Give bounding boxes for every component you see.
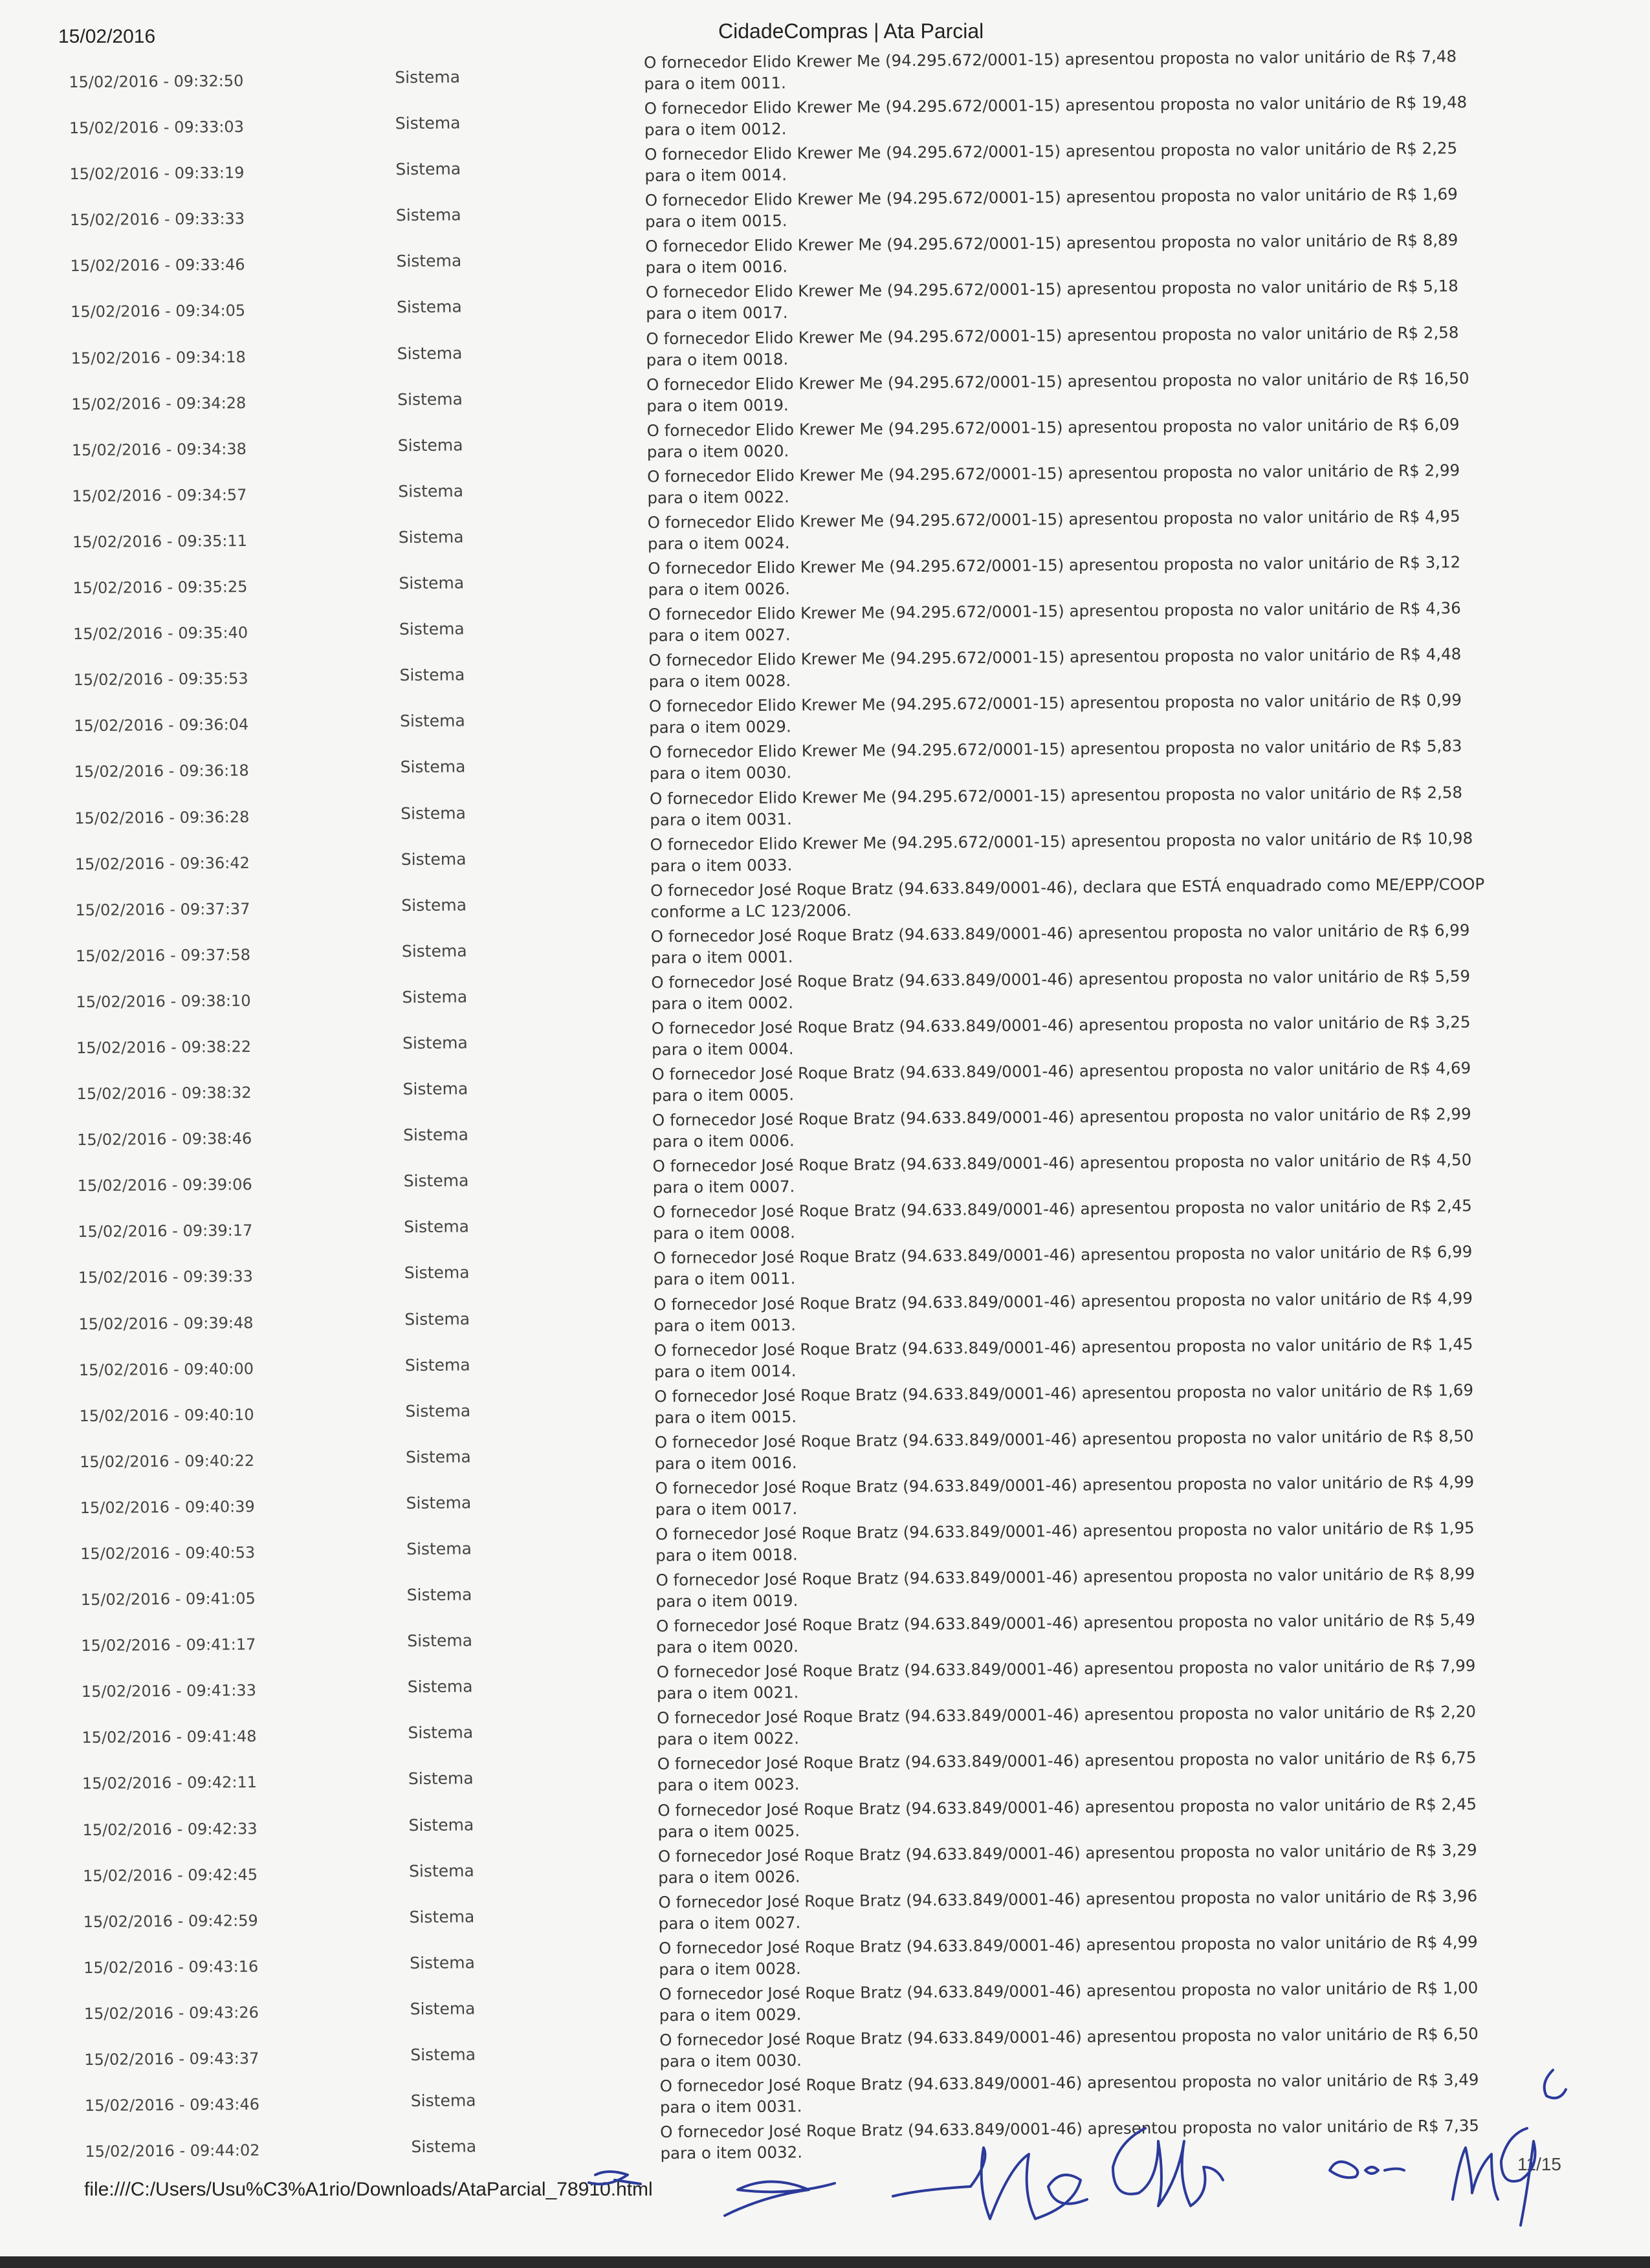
entry-timestamp: 15/02/2016 - 09:38:46 [77, 1129, 252, 1150]
entry-message-line-2: para o item 0027. [648, 625, 791, 646]
entry-message [660, 2068, 1566, 2118]
entry-author: Sistema [401, 895, 467, 915]
entry-message [652, 1102, 1558, 1152]
entry-timestamp: 15/02/2016 - 09:40:22 [79, 1451, 255, 1471]
entry-message-line-1: O fornecedor José Roque Bratz (94.633.849/0001-46) apresentou proposta no valor unitário de R$ 3,25 [651, 1012, 1471, 1038]
entry-author: Sistema [395, 67, 461, 87]
entry-message-line-2: para o item 0021. [656, 1683, 799, 1703]
entry-author: Sistema [398, 527, 464, 547]
entry-message-line-2: para o item 0001. [650, 947, 793, 967]
entry-timestamp: 15/02/2016 - 09:40:00 [78, 1359, 254, 1379]
entry-timestamp: 15/02/2016 - 09:35:40 [72, 624, 248, 644]
entry-timestamp: 15/02/2016 - 09:41:33 [81, 1681, 257, 1701]
entry-timestamp: 15/02/2016 - 09:42:45 [82, 1865, 258, 1885]
entry-message-line-2: para o item 0030. [649, 763, 792, 783]
entry-message-line-2: para o item 0017. [646, 303, 788, 323]
entry-message-line-2: para o item 0024. [647, 533, 790, 554]
entry-message-line-2: para o item 0015. [654, 1407, 797, 1427]
entry-message-line-2: para o item 0011. [653, 1269, 796, 1289]
entry-author: Sistema [399, 711, 465, 731]
entry-message [646, 367, 1552, 417]
entry-message [644, 136, 1550, 186]
entry-message-line-1: O fornecedor José Roque Bratz (94.633.849/0001-46) apresentou proposta no valor unitário de R$ 4,50 [652, 1150, 1472, 1176]
entry-message [655, 1516, 1561, 1566]
entry-message [646, 413, 1552, 463]
entry-message [648, 551, 1554, 600]
entry-message-line-2: para o item 0020. [656, 1637, 798, 1657]
entry-message [656, 1608, 1562, 1658]
entry-timestamp: 15/02/2016 - 09:33:46 [70, 256, 245, 276]
entry-message-line-1: O fornecedor José Roque Bratz (94.633.849/0001-46) apresentou proposta no valor unitário de R$ 8,50 [654, 1426, 1474, 1452]
entry-message-line-1: O fornecedor José Roque Bratz (94.633.849/0001-46) apresentou proposta no valor unitário de R$ 8,99 [655, 1564, 1475, 1590]
entry-message-line-1: O fornecedor Elido Krewer Me (94.295.672/0001-15) apresentou proposta no valor unitário de R$ 5,18 [645, 276, 1458, 302]
entry-author: Sistema [397, 343, 463, 363]
entry-author: Sistema [404, 1217, 470, 1237]
entry-author: Sistema [404, 1309, 470, 1329]
entry-message-line-1: O fornecedor José Roque Bratz (94.633.849/0001-46) apresentou proposta no valor unitário de R$ 5,59 [651, 966, 1471, 992]
entry-author: Sistema [411, 2137, 477, 2157]
signature-5 [1330, 2162, 1404, 2178]
entry-author: Sistema [396, 251, 462, 271]
entry-message-line-2: para o item 0012. [644, 119, 787, 140]
entry-author: Sistema [396, 297, 462, 317]
entry-message-line-1: O fornecedor José Roque Bratz (94.633.849/0001-46), declara que ESTÁ enquadrado como ME/EPP/COOP [650, 874, 1485, 900]
entry-author: Sistema [408, 1769, 474, 1789]
entry-author: Sistema [401, 941, 467, 961]
entry-message-line-1: O fornecedor José Roque Bratz (94.633.849/0001-46) apresentou proposta no valor unitário de R$ 4,99 [655, 1472, 1475, 1498]
entry-message [649, 688, 1555, 738]
signature-2 [725, 2182, 835, 2216]
entry-message [659, 2022, 1565, 2072]
entry-timestamp: 15/02/2016 - 09:43:26 [83, 2003, 259, 2023]
entry-message [650, 781, 1556, 831]
entry-timestamp: 15/02/2016 - 09:40:53 [80, 1543, 256, 1564]
entry-author: Sistema [407, 1677, 473, 1697]
entry-message-line-2: para o item 0032. [660, 2143, 803, 2163]
entry-message [652, 1010, 1557, 1060]
entry-timestamp: 15/02/2016 - 09:34:38 [71, 439, 247, 459]
entry-timestamp: 15/02/2016 - 09:36:04 [74, 715, 249, 736]
entry-message-line-2: para o item 0011. [644, 73, 786, 94]
entry-message-line-1: O fornecedor José Roque Bratz (94.633.849/0001-46) apresentou proposta no valor unitário de R$ 2,45 [652, 1196, 1472, 1222]
entry-author: Sistema [401, 803, 467, 823]
entry-message [648, 505, 1554, 554]
entry-message-line-2: para o item 0002. [651, 993, 794, 1014]
entry-message-line-1: O fornecedor José Roque Bratz (94.633.849/0001-46) apresentou proposta no valor unitário de R$ 3,49 [659, 2070, 1479, 2096]
entry-message-line-2: para o item 0026. [658, 1867, 800, 1887]
entry-author: Sistema [410, 1999, 476, 2019]
entry-timestamp: 15/02/2016 - 09:38:22 [76, 1037, 252, 1058]
entry-timestamp: 15/02/2016 - 09:37:58 [75, 945, 251, 965]
entry-message [648, 642, 1554, 692]
entry-timestamp: 15/02/2016 - 09:35:25 [72, 578, 248, 598]
entry-message [653, 1194, 1559, 1244]
entry-timestamp: 15/02/2016 - 09:44:02 [85, 2141, 260, 2161]
entry-message-line-1: O fornecedor José Roque Bratz (94.633.849/0001-46) apresentou proposta no valor unitário de R$ 6,99 [650, 920, 1470, 946]
entry-message-line-1: O fornecedor Elido Krewer Me (94.295.672/0001-15) apresentou proposta no valor unitário de R$ 2,25 [644, 138, 1458, 164]
entry-message [652, 1056, 1557, 1106]
entry-author: Sistema [400, 757, 466, 777]
header-title: CidadeCompras | Ata Parcial [718, 19, 984, 43]
entry-author: Sistema [398, 481, 464, 501]
entry-message [649, 735, 1555, 785]
entry-message-line-2: conforme a LC 123/2006. [650, 900, 852, 921]
entry-message-line-1: O fornecedor Elido Krewer Me (94.295.672/0001-15) apresentou proposta no valor unitário de R$ 16,50 [646, 368, 1469, 394]
entry-message-line-1: O fornecedor José Roque Bratz (94.633.849/0001-46) apresentou proposta no valor unitário de R$ 7,35 [660, 2116, 1480, 2142]
entry-author: Sistema [395, 205, 461, 225]
entry-author: Sistema [408, 1815, 474, 1835]
entry-author: Sistema [402, 987, 468, 1007]
entry-message-line-1: O fornecedor José Roque Bratz (94.633.849/0001-46) apresentou proposta no valor unitário de R$ 1,95 [655, 1518, 1475, 1544]
entry-message [654, 1287, 1559, 1336]
entry-message-line-1: O fornecedor Elido Krewer Me (94.295.672/0001-15) apresentou proposta no valor unitário de R$ 19,48 [644, 93, 1468, 118]
entry-author: Sistema [405, 1447, 471, 1467]
entry-message-line-2: para o item 0031. [650, 809, 792, 829]
entry-timestamp: 15/02/2016 - 09:34:57 [72, 485, 247, 505]
entry-timestamp: 15/02/2016 - 09:41:05 [80, 1589, 256, 1609]
entry-message-line-2: para o item 0018. [646, 349, 789, 369]
entry-message [659, 1930, 1565, 1980]
entry-author: Sistema [399, 665, 465, 685]
entry-timestamp: 15/02/2016 - 09:35:53 [73, 670, 248, 690]
entry-message-line-2: para o item 0033. [650, 855, 793, 875]
entry-timestamp: 15/02/2016 - 09:40:39 [80, 1497, 255, 1518]
entry-message-line-1: O fornecedor José Roque Bratz (94.633.849/0001-46) apresentou proposta no valor unitário de R$ 3,96 [658, 1886, 1478, 1912]
entry-author: Sistema [402, 1079, 468, 1099]
entry-author: Sistema [408, 1723, 474, 1743]
entry-author: Sistema [410, 1953, 475, 1972]
entry-timestamp: 15/02/2016 - 09:43:16 [83, 1957, 259, 1977]
entry-timestamp: 15/02/2016 - 09:41:17 [81, 1635, 256, 1655]
entry-message [647, 459, 1553, 508]
entry-message-line-2: para o item 0007. [652, 1177, 795, 1197]
page-number: 11/15 [1517, 2154, 1561, 2174]
entry-message [648, 596, 1554, 646]
entry-timestamp: 15/02/2016 - 09:40:10 [79, 1405, 254, 1425]
entry-message [657, 1747, 1563, 1796]
entry-timestamp: 15/02/2016 - 09:39:33 [78, 1267, 253, 1287]
entry-timestamp: 15/02/2016 - 09:33:19 [69, 164, 245, 184]
entry-author: Sistema [406, 1585, 472, 1605]
entry-message-line-1: O fornecedor José Roque Bratz (94.633.849/0001-46) apresentou proposta no valor unitário de R$ 4,69 [652, 1058, 1471, 1084]
entry-author: Sistema [404, 1355, 470, 1375]
entry-timestamp: 15/02/2016 - 09:42:59 [83, 1911, 258, 1931]
entry-message [654, 1241, 1559, 1291]
entry-message [657, 1793, 1563, 1842]
entry-author: Sistema [406, 1539, 472, 1559]
entry-timestamp: 15/02/2016 - 09:34:05 [71, 301, 246, 322]
entry-message-line-2: para o item 0013. [654, 1314, 797, 1335]
entry-author: Sistema [395, 159, 461, 179]
entry-message-line-1: O fornecedor José Roque Bratz (94.633.849/0001-46) apresentou proposta no valor unitário de R$ 2,45 [657, 1794, 1477, 1820]
entry-timestamp: 15/02/2016 - 09:42:33 [82, 1819, 258, 1839]
entry-message-line-2: para o item 0019. [646, 395, 789, 415]
entry-message-line-1: O fornecedor José Roque Bratz (94.633.849/0001-46) apresentou proposta no valor unitário de R$ 6,75 [657, 1748, 1477, 1774]
entry-message-line-1: O fornecedor Elido Krewer Me (94.295.672/0001-15) apresentou proposta no valor unitário de R$ 2,58 [646, 322, 1459, 348]
entry-author: Sistema [409, 1907, 475, 1926]
entry-message-line-2: para o item 0022. [657, 1728, 800, 1749]
entry-author: Sistema [399, 619, 465, 639]
entry-timestamp: 15/02/2016 - 09:42:11 [82, 1773, 258, 1793]
entry-timestamp: 15/02/2016 - 09:34:28 [71, 393, 247, 413]
entry-message-line-2: para o item 0018. [655, 1545, 798, 1565]
entry-message-line-1: O fornecedor Elido Krewer Me (94.295.672/0001-15) apresentou proposta no valor unitário de R$ 0,99 [648, 690, 1462, 716]
entry-message-line-1: O fornecedor Elido Krewer Me (94.295.672/0001-15) apresentou proposta no valor unitário de R$ 4,95 [647, 507, 1460, 532]
entry-timestamp: 15/02/2016 - 09:36:28 [74, 807, 250, 827]
entry-message-line-1: O fornecedor José Roque Bratz (94.633.849/0001-46) apresentou proposta no valor unitário de R$ 3,29 [657, 1840, 1477, 1866]
entry-timestamp: 15/02/2016 - 09:36:42 [74, 853, 250, 873]
entry-message-line-1: O fornecedor José Roque Bratz (94.633.849/0001-46) apresentou proposta no valor unitário de R$ 2,20 [657, 1702, 1477, 1728]
entry-message [659, 1976, 1565, 2026]
entry-timestamp: 15/02/2016 - 09:39:17 [78, 1221, 253, 1241]
entry-message-line-2: para o item 0014. [644, 165, 787, 186]
entry-message [658, 1838, 1564, 1888]
header-date: 15/02/2016 [58, 26, 156, 47]
entry-message-line-2: para o item 0008. [653, 1223, 795, 1243]
entry-timestamp: 15/02/2016 - 09:39:06 [77, 1175, 252, 1195]
entry-timestamp: 15/02/2016 - 09:41:48 [82, 1727, 257, 1747]
entry-author: Sistema [406, 1493, 472, 1513]
entry-message [660, 2114, 1566, 2164]
entry-message [651, 965, 1557, 1014]
entry-message-line-2: para o item 0004. [651, 1039, 794, 1060]
entry-timestamp: 15/02/2016 - 09:37:37 [75, 899, 250, 919]
entry-timestamp: 15/02/2016 - 09:36:18 [74, 761, 249, 781]
entry-timestamp: 15/02/2016 - 09:33:33 [69, 210, 245, 230]
entry-message-line-2: para o item 0006. [652, 1131, 795, 1151]
entry-message [658, 1884, 1564, 1934]
entry-message [644, 91, 1550, 140]
footer-file-path[interactable]: file:///C:/Users/Usu%C3%A1rio/Downloads/AtaParcial_78910.html [84, 2179, 653, 2200]
entry-timestamp: 15/02/2016 - 09:34:18 [71, 347, 246, 367]
entry-message [645, 229, 1551, 279]
entry-message [650, 827, 1556, 877]
entry-message [646, 275, 1552, 325]
entry-message-line-2: para o item 0020. [646, 441, 789, 461]
entry-message-line-1: O fornecedor José Roque Bratz (94.633.849/0001-46) apresentou proposta no valor unitário de R$ 4,99 [658, 1932, 1478, 1957]
entry-message-line-1: O fornecedor Elido Krewer Me (94.295.672/0001-15) apresentou proposta no valor unitário de R$ 3,12 [648, 552, 1461, 578]
entry-message-line-1: O fornecedor José Roque Bratz (94.633.849/0001-46) apresentou proposta no valor unitário de R$ 4,99 [654, 1288, 1473, 1314]
entry-message-line-1: O fornecedor José Roque Bratz (94.633.849/0001-46) apresentou proposta no valor unitário de R$ 7,99 [656, 1656, 1476, 1682]
entry-message-line-2: para o item 0016. [655, 1453, 797, 1473]
entry-message [644, 45, 1550, 94]
entry-message [655, 1562, 1561, 1612]
entry-message-line-2: para o item 0019. [655, 1591, 798, 1611]
entry-message-line-2: para o item 0005. [652, 1085, 795, 1106]
entry-message-line-2: para o item 0031. [659, 2097, 802, 2117]
entry-message-line-2: para o item 0025. [657, 1820, 800, 1841]
entry-message-line-2: para o item 0023. [657, 1774, 800, 1795]
entry-message-line-2: para o item 0022. [647, 487, 790, 508]
entry-message-line-2: para o item 0026. [648, 579, 791, 600]
entry-message [655, 1424, 1561, 1474]
entry-author: Sistema [410, 2091, 476, 2111]
entry-author: Sistema [408, 1860, 474, 1881]
entry-author: Sistema [403, 1125, 468, 1145]
entry-message-line-1: O fornecedor José Roque Bratz (94.633.849/0001-46) apresentou proposta no valor unitário de R$ 6,99 [653, 1242, 1473, 1268]
entry-message-line-2: para o item 0016. [645, 257, 788, 278]
entry-message-line-1: O fornecedor Elido Krewer Me (94.295.672/0001-15) apresentou proposta no valor unitário de R$ 1,69 [644, 184, 1458, 210]
entry-message-line-2: para o item 0029. [659, 2005, 802, 2025]
entry-timestamp: 15/02/2016 - 09:38:10 [76, 991, 251, 1011]
entry-message [651, 919, 1557, 968]
entry-message [652, 1148, 1558, 1198]
entry-message-line-1: O fornecedor Elido Krewer Me (94.295.672/0001-15) apresentou proposta no valor unitário de R$ 10,98 [650, 828, 1473, 854]
entry-message-line-2: para o item 0017. [655, 1499, 798, 1520]
entry-timestamp: 15/02/2016 - 09:33:03 [69, 118, 245, 138]
entry-message-line-1: O fornecedor Elido Krewer Me (94.295.672/0001-15) apresentou proposta no valor unitário de R$ 2,99 [647, 461, 1460, 486]
entry-author: Sistema [395, 113, 461, 133]
entry-message-line-1: O fornecedor Elido Krewer Me (94.295.672/0001-15) apresentou proposta no valor unitário de R$ 8,89 [645, 230, 1458, 256]
entry-message [645, 182, 1551, 232]
entry-message-line-2: para o item 0030. [659, 2051, 802, 2071]
entry-message-line-1: O fornecedor Elido Krewer Me (94.295.672/0001-15) apresentou proposta no valor unitário de R$ 5,83 [649, 736, 1462, 762]
entry-message-line-1: O fornecedor Elido Krewer Me (94.295.672/0001-15) apresentou proposta no valor unitário de R$ 4,48 [648, 644, 1462, 670]
entry-timestamp: 15/02/2016 - 09:32:50 [69, 72, 244, 92]
entry-timestamp: 15/02/2016 - 09:38:32 [76, 1084, 252, 1104]
entry-message [657, 1700, 1563, 1750]
entry-message [646, 321, 1552, 371]
entry-author: Sistema [402, 1033, 468, 1053]
entry-timestamp: 15/02/2016 - 09:39:48 [78, 1313, 254, 1333]
entry-message-line-1: O fornecedor Elido Krewer Me (94.295.672/0001-15) apresentou proposta no valor unitário de R$ 6,09 [646, 415, 1460, 440]
entry-author: Sistema [410, 2045, 476, 2065]
entry-timestamp: 15/02/2016 - 09:43:46 [84, 2095, 260, 2115]
session-log [0, 43, 1650, 2171]
entry-message-line-2: para o item 0014. [654, 1361, 797, 1381]
entry-author: Sistema [403, 1171, 469, 1191]
entry-message [654, 1379, 1560, 1428]
entry-message-line-2: para o item 0028. [659, 1959, 801, 1979]
entry-message-line-2: para o item 0027. [658, 1913, 801, 1933]
entry-message-line-1: O fornecedor José Roque Bratz (94.633.849/0001-46) apresentou proposta no valor unitário de R$ 6,50 [659, 2024, 1479, 2050]
entry-author: Sistema [397, 389, 463, 409]
entry-message [657, 1654, 1563, 1704]
entry-author: Sistema [407, 1631, 473, 1651]
entry-message-line-1: O fornecedor José Roque Bratz (94.633.849/0001-46) apresentou proposta no valor unitário de R$ 2,99 [652, 1104, 1471, 1130]
entry-author: Sistema [397, 435, 463, 455]
entry-message-line-1: O fornecedor Elido Krewer Me (94.295.672/0001-15) apresentou proposta no valor unitário de R$ 7,48 [644, 47, 1457, 72]
entry-message-line-1: O fornecedor José Roque Bratz (94.633.849/0001-46) apresentou proposta no valor unitário de R$ 1,00 [659, 1978, 1479, 2004]
entry-message [654, 1333, 1560, 1382]
entry-timestamp: 15/02/2016 - 09:35:11 [72, 531, 248, 552]
entry-author: Sistema [401, 849, 467, 869]
entry-message-line-1: O fornecedor José Roque Bratz (94.633.849/0001-46) apresentou proposta no valor unitário de R$ 1,69 [654, 1380, 1474, 1406]
entry-author: Sistema [399, 573, 465, 593]
entry-message [655, 1470, 1561, 1520]
scan-edge [0, 2256, 1650, 2268]
entry-author: Sistema [405, 1401, 471, 1421]
entry-message-line-1: O fornecedor Elido Krewer Me (94.295.672/0001-15) apresentou proposta no valor unitário de R$ 2,58 [649, 782, 1463, 808]
entry-timestamp: 15/02/2016 - 09:43:37 [84, 2049, 259, 2069]
entry-message-line-2: para o item 0015. [644, 211, 787, 232]
entry-message-line-2: para o item 0028. [648, 671, 791, 692]
entry-message [650, 873, 1556, 922]
entry-author: Sistema [404, 1263, 470, 1283]
entry-message-line-1: O fornecedor José Roque Bratz (94.633.849/0001-46) apresentou proposta no valor unitário de R$ 5,49 [655, 1610, 1475, 1636]
entry-message-line-1: O fornecedor José Roque Bratz (94.633.849/0001-46) apresentou proposta no valor unitário de R$ 1,45 [654, 1334, 1473, 1360]
entry-message-line-1: O fornecedor Elido Krewer Me (94.295.672/0001-15) apresentou proposta no valor unitário de R$ 4,36 [648, 598, 1461, 624]
entry-message-line-2: para o item 0029. [649, 717, 791, 737]
